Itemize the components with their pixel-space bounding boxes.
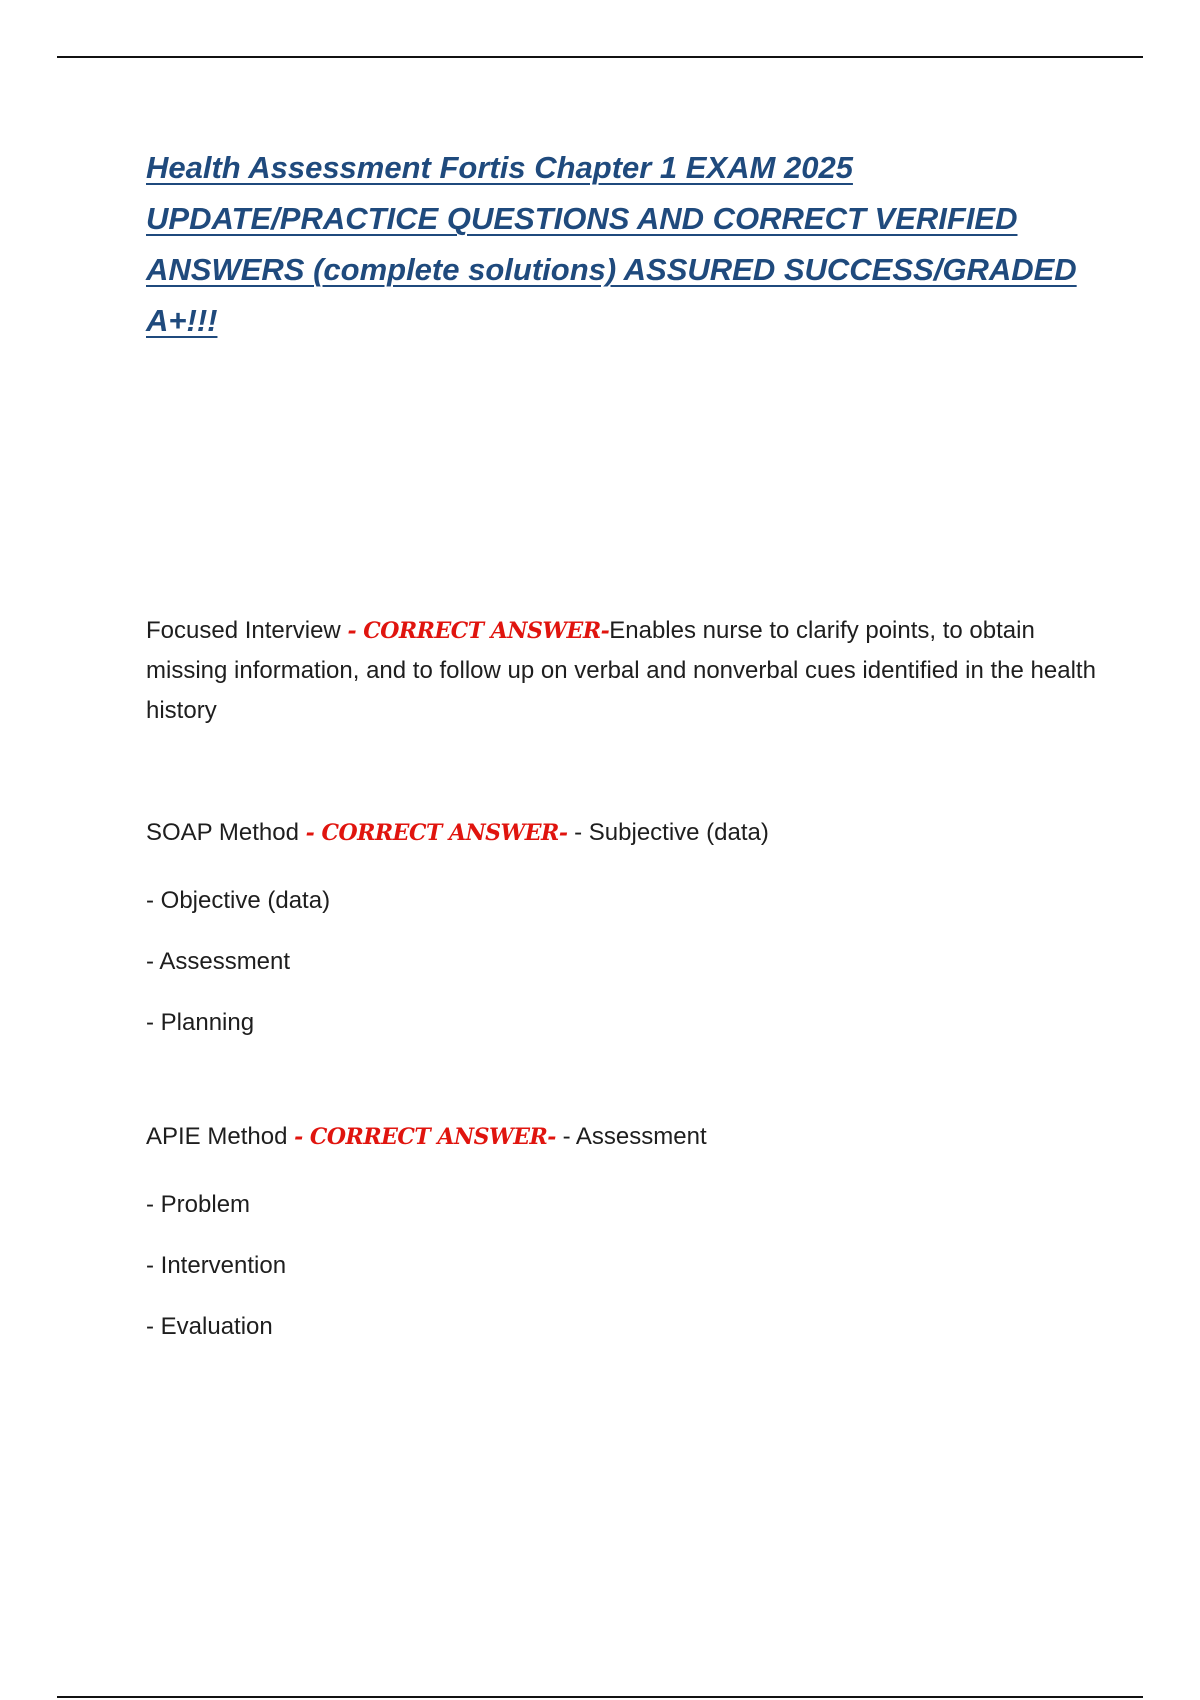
answer-list (146, 1192, 1096, 1340)
question-term: Focused Interview (146, 617, 341, 644)
qa-paragraph (146, 611, 1096, 731)
document-title: Health Assessment Fortis Chapter 1 EXAM 2025 UPDATE/PRACTICE QUESTIONS AND CORRECT VERIFIED ANSWERS (complete solutions) ASSURED SUCCESS/GRADED A+!!! (146, 150, 1077, 338)
correct-answer-tag: - CORRECT ANSWER- (294, 1124, 556, 1150)
correct-answer-tag: - CORRECT ANSWER- (305, 820, 568, 846)
list-item: - Evaluation (146, 1313, 273, 1340)
answer-list (146, 888, 1096, 1036)
qa-entry-focused-interview (146, 611, 1096, 731)
bottom-rule (57, 1696, 1143, 1698)
list-item: - Assessment (146, 948, 291, 975)
correct-answer-tag: - CORRECT ANSWER- (347, 618, 610, 644)
top-rule (57, 56, 1143, 58)
qa-entry-soap-method (146, 813, 1096, 1036)
qa-paragraph (146, 1117, 1096, 1157)
qa-paragraph (146, 813, 1096, 853)
answer-text: Enables nurse to clarify points, to obtain missing information, and to follow up on verbal and nonverbal cues identified in the health history (146, 617, 1096, 724)
answer-text: - Subjective (data) (574, 819, 769, 846)
qa-entry-apie-method (146, 1117, 1096, 1340)
question-term: APIE Method (146, 1123, 288, 1150)
answer-text: - Assessment (562, 1123, 707, 1150)
list-item: - Planning (146, 1009, 255, 1036)
list-item: - Objective (data) (146, 887, 331, 914)
question-term: SOAP Method (146, 819, 299, 846)
list-item: - Problem (146, 1191, 251, 1218)
list-item: - Intervention (146, 1252, 287, 1279)
